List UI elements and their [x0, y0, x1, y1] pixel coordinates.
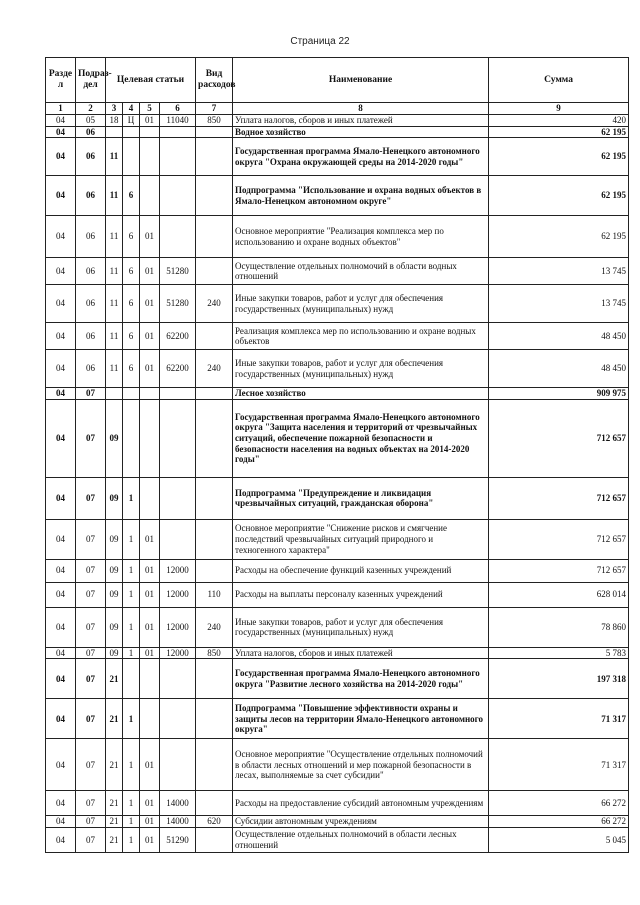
cell-sum: 13 745: [489, 258, 629, 285]
cell-podrazdel: 06: [76, 323, 106, 350]
cell-event: 01: [140, 216, 160, 258]
cell-podrazdel: 07: [76, 477, 106, 519]
cell-subprogram: [123, 126, 140, 138]
cell-direction: 12000: [160, 647, 196, 659]
cell-direction: 62200: [160, 350, 196, 388]
cell-direction: [160, 699, 196, 739]
cell-sum: 71 317: [489, 699, 629, 739]
cell-vid: [196, 176, 233, 216]
table-row: [46, 582, 629, 607]
table-row: [46, 477, 629, 519]
cell-name: Государственная программа Ямало-Ненецкого автономного округа "Развитие лесного хозяйства на 2014-2020 годы": [233, 659, 489, 699]
cell-event: 01: [140, 791, 160, 816]
cell-program: 09: [106, 582, 123, 607]
cell-sum: 909 975: [489, 388, 629, 400]
cell-razdel: 04: [46, 138, 76, 176]
cell-subprogram: 6: [123, 176, 140, 216]
cell-razdel: 04: [46, 216, 76, 258]
cell-direction: 12000: [160, 607, 196, 647]
cell-sum: 5 045: [489, 827, 629, 852]
cell-sum: 628 014: [489, 582, 629, 607]
header-target: Целевая статьи: [106, 58, 196, 103]
cell-name: Реализация комплекса мер по использованию и охране водных объектов: [233, 323, 489, 350]
cell-subprogram: 1: [123, 791, 140, 816]
cell-vid: 850: [196, 647, 233, 659]
table-row: [46, 115, 629, 127]
table-header-row: [46, 58, 629, 103]
cell-program: 09: [106, 559, 123, 582]
cell-podrazdel: 07: [76, 739, 106, 791]
col-number: 7: [196, 103, 233, 115]
header-name: Наименование: [233, 58, 489, 103]
cell-podrazdel: 06: [76, 350, 106, 388]
cell-event: 01: [140, 285, 160, 323]
cell-podrazdel: 06: [76, 285, 106, 323]
cell-sum: 62 195: [489, 176, 629, 216]
cell-program: 21: [106, 699, 123, 739]
table-row: [46, 827, 629, 852]
cell-sum: 13 745: [489, 285, 629, 323]
cell-event: 01: [140, 350, 160, 388]
cell-name: Основное мероприятие "Осуществление отдельных полномочий в области лесных отношений и мер пожарной безопасности в лесах, выполняемые за счет субсидии": [233, 739, 489, 791]
table-row: [46, 138, 629, 176]
cell-podrazdel: 07: [76, 791, 106, 816]
cell-vid: [196, 659, 233, 699]
table-row: [46, 285, 629, 323]
cell-podrazdel: 07: [76, 659, 106, 699]
cell-razdel: 04: [46, 582, 76, 607]
cell-program: 09: [106, 607, 123, 647]
cell-event: 01: [140, 816, 160, 828]
cell-subprogram: 6: [123, 258, 140, 285]
cell-direction: [160, 388, 196, 400]
cell-podrazdel: 06: [76, 138, 106, 176]
cell-event: 01: [140, 582, 160, 607]
cell-podrazdel: 07: [76, 816, 106, 828]
cell-razdel: 04: [46, 477, 76, 519]
cell-event: 01: [140, 607, 160, 647]
cell-sum: 66 272: [489, 791, 629, 816]
cell-direction: 51280: [160, 258, 196, 285]
cell-event: 01: [140, 827, 160, 852]
cell-podrazdel: 06: [76, 258, 106, 285]
cell-sum: 71 317: [489, 739, 629, 791]
cell-sum: 420: [489, 115, 629, 127]
page-number-label: Страница 22: [290, 36, 350, 47]
cell-razdel: 04: [46, 285, 76, 323]
cell-sum: 66 272: [489, 816, 629, 828]
cell-direction: [160, 216, 196, 258]
cell-vid: [196, 827, 233, 852]
cell-vid: [196, 126, 233, 138]
cell-name: Государственная программа Ямало-Ненецкого автономного округа "Охрана окружающей среды на 2014-2020 годы": [233, 138, 489, 176]
cell-vid: 850: [196, 115, 233, 127]
cell-direction: [160, 138, 196, 176]
header-podrazdel: Подраз-дел: [76, 58, 106, 103]
cell-vid: [196, 216, 233, 258]
cell-razdel: 04: [46, 647, 76, 659]
cell-razdel: 04: [46, 258, 76, 285]
cell-event: [140, 659, 160, 699]
cell-event: 01: [140, 258, 160, 285]
cell-razdel: 04: [46, 791, 76, 816]
cell-sum: 712 657: [489, 559, 629, 582]
cell-razdel: 04: [46, 388, 76, 400]
cell-event: 01: [140, 559, 160, 582]
cell-name: Иные закупки товаров, работ и услуг для обеспечения государственных (муниципальных) нужд: [233, 350, 489, 388]
cell-sum: 48 450: [489, 323, 629, 350]
cell-name: Осуществление отдельных полномочий в области лесных отношений: [233, 827, 489, 852]
cell-program: 11: [106, 216, 123, 258]
cell-event: [140, 126, 160, 138]
cell-event: [140, 699, 160, 739]
cell-razdel: 04: [46, 323, 76, 350]
cell-subprogram: 1: [123, 477, 140, 519]
cell-program: 21: [106, 791, 123, 816]
cell-program: 21: [106, 827, 123, 852]
cell-razdel: 04: [46, 659, 76, 699]
cell-vid: [196, 477, 233, 519]
cell-vid: [196, 791, 233, 816]
table-row: [46, 388, 629, 400]
table-row: [46, 350, 629, 388]
cell-direction: [160, 176, 196, 216]
table-row: [46, 258, 629, 285]
cell-event: 01: [140, 115, 160, 127]
cell-razdel: 04: [46, 739, 76, 791]
cell-name: Водное хозяйство: [233, 126, 489, 138]
cell-subprogram: [123, 388, 140, 400]
cell-direction: [160, 126, 196, 138]
cell-program: 09: [106, 519, 123, 559]
cell-vid: 110: [196, 582, 233, 607]
table-row: [46, 323, 629, 350]
cell-vid: 240: [196, 607, 233, 647]
cell-program: 09: [106, 647, 123, 659]
cell-direction: 62200: [160, 323, 196, 350]
table-row: [46, 647, 629, 659]
col-number: 3: [106, 103, 123, 115]
cell-vid: 620: [196, 816, 233, 828]
cell-direction: [160, 659, 196, 699]
table-row: [46, 559, 629, 582]
cell-name: Расходы на предоставление субсидий автономным учреждениям: [233, 791, 489, 816]
cell-razdel: 04: [46, 126, 76, 138]
cell-podrazdel: 07: [76, 519, 106, 559]
cell-podrazdel: 07: [76, 388, 106, 400]
cell-subprogram: 1: [123, 519, 140, 559]
cell-razdel: 04: [46, 350, 76, 388]
cell-direction: [160, 519, 196, 559]
cell-sum: 5 783: [489, 647, 629, 659]
cell-razdel: 04: [46, 699, 76, 739]
col-number: 4: [123, 103, 140, 115]
cell-name: Иные закупки товаров, работ и услуг для обеспечения государственных (муниципальных) нужд: [233, 285, 489, 323]
cell-sum: 62 195: [489, 138, 629, 176]
cell-name: Уплата налогов, сборов и иных платежей: [233, 115, 489, 127]
cell-podrazdel: 05: [76, 115, 106, 127]
table-row: [46, 816, 629, 828]
header-sum: Сумма: [489, 58, 629, 103]
cell-podrazdel: 07: [76, 827, 106, 852]
cell-razdel: 04: [46, 559, 76, 582]
cell-razdel: 04: [46, 115, 76, 127]
cell-vid: 240: [196, 350, 233, 388]
budget-table: [45, 57, 629, 853]
cell-direction: 12000: [160, 582, 196, 607]
cell-direction: 12000: [160, 559, 196, 582]
table-row: [46, 739, 629, 791]
table-row: [46, 791, 629, 816]
cell-subprogram: 1: [123, 607, 140, 647]
cell-name: Осуществление отдельных полномочий в области водных отношений: [233, 258, 489, 285]
cell-name: Подпрограмма "Повышение эффективности охраны и защиты лесов на территории Ямало-Ненецкого автономного округа": [233, 699, 489, 739]
cell-razdel: 04: [46, 399, 76, 477]
cell-name: Государственная программа Ямало-Ненецкого автономного округа "Защита населения и территорий от чрезвычайных ситуаций, обеспечение пожарной безопасности и безопасности населения на водных объектах на 2014-2020 годы": [233, 399, 489, 477]
cell-name: Подпрограмма "Использование и охрана водных объектов в Ямало-Ненецком автономном округе": [233, 176, 489, 216]
table-row: [46, 176, 629, 216]
cell-razdel: 04: [46, 816, 76, 828]
cell-direction: 14000: [160, 816, 196, 828]
cell-program: [106, 388, 123, 400]
cell-subprogram: 1: [123, 816, 140, 828]
cell-vid: 240: [196, 285, 233, 323]
cell-program: 09: [106, 399, 123, 477]
cell-vid: [196, 559, 233, 582]
cell-podrazdel: 07: [76, 399, 106, 477]
cell-subprogram: 1: [123, 739, 140, 791]
cell-program: 09: [106, 477, 123, 519]
cell-vid: [196, 138, 233, 176]
cell-direction: 11040: [160, 115, 196, 127]
cell-event: [140, 477, 160, 519]
cell-subprogram: 1: [123, 582, 140, 607]
cell-subprogram: 1: [123, 647, 140, 659]
cell-sum: 712 657: [489, 477, 629, 519]
column-number-row: [46, 103, 629, 115]
cell-event: 01: [140, 519, 160, 559]
cell-sum: 48 450: [489, 350, 629, 388]
cell-podrazdel: 07: [76, 559, 106, 582]
cell-direction: [160, 739, 196, 791]
cell-name: Лесное хозяйство: [233, 388, 489, 400]
col-number: 8: [233, 103, 489, 115]
cell-direction: 14000: [160, 791, 196, 816]
cell-program: 21: [106, 816, 123, 828]
cell-program: 21: [106, 739, 123, 791]
cell-subprogram: 6: [123, 216, 140, 258]
cell-vid: [196, 258, 233, 285]
table-row: [46, 519, 629, 559]
cell-name: Расходы на выплаты персоналу казенных учреждений: [233, 582, 489, 607]
col-number: 1: [46, 103, 76, 115]
cell-podrazdel: 07: [76, 607, 106, 647]
cell-vid: [196, 519, 233, 559]
table-body: [46, 115, 629, 853]
cell-program: 11: [106, 176, 123, 216]
cell-direction: 51290: [160, 827, 196, 852]
cell-subprogram: 6: [123, 285, 140, 323]
cell-program: [106, 126, 123, 138]
cell-podrazdel: 06: [76, 216, 106, 258]
cell-podrazdel: 07: [76, 647, 106, 659]
cell-subprogram: 6: [123, 323, 140, 350]
cell-program: 11: [106, 258, 123, 285]
cell-sum: 62 195: [489, 126, 629, 138]
cell-name: Подпрограмма "Предупреждение и ликвидация чрезвычайных ситуаций, гражданская оборона": [233, 477, 489, 519]
col-number: 5: [140, 103, 160, 115]
table-row: [46, 659, 629, 699]
cell-subprogram: [123, 138, 140, 176]
cell-event: [140, 388, 160, 400]
cell-vid: [196, 388, 233, 400]
cell-subprogram: Ц: [123, 115, 140, 127]
cell-subprogram: 1: [123, 827, 140, 852]
cell-vid: [196, 739, 233, 791]
header-vid: Вид расходов: [196, 58, 233, 103]
cell-direction: [160, 477, 196, 519]
cell-vid: [196, 399, 233, 477]
cell-subprogram: 1: [123, 699, 140, 739]
cell-name: Иные закупки товаров, работ и услуг для обеспечения государственных (муниципальных) нужд: [233, 607, 489, 647]
cell-name: Основное мероприятие "Снижение рисков и смягчение последствий чрезвычайных ситуаций природного и техногенного характера": [233, 519, 489, 559]
cell-sum: 62 195: [489, 216, 629, 258]
cell-sum: 78 860: [489, 607, 629, 647]
cell-program: 11: [106, 323, 123, 350]
cell-program: 18: [106, 115, 123, 127]
cell-name: Субсидии автономным учреждениям: [233, 816, 489, 828]
cell-podrazdel: 07: [76, 699, 106, 739]
cell-podrazdel: 06: [76, 126, 106, 138]
cell-event: [140, 176, 160, 216]
cell-sum: 712 657: [489, 399, 629, 477]
cell-name: Уплата налогов, сборов и иных платежей: [233, 647, 489, 659]
cell-subprogram: [123, 399, 140, 477]
cell-program: 21: [106, 659, 123, 699]
cell-event: 01: [140, 323, 160, 350]
cell-name: Основное мероприятие "Реализация комплекса мер по использованию и охране водных объектов": [233, 216, 489, 258]
cell-razdel: 04: [46, 519, 76, 559]
cell-razdel: 04: [46, 176, 76, 216]
cell-razdel: 04: [46, 827, 76, 852]
cell-podrazdel: 07: [76, 582, 106, 607]
cell-razdel: 04: [46, 607, 76, 647]
cell-vid: [196, 323, 233, 350]
cell-sum: 197 318: [489, 659, 629, 699]
cell-sum: 712 657: [489, 519, 629, 559]
cell-program: 11: [106, 138, 123, 176]
cell-name: Расходы на обеспечение функций казенных учреждений: [233, 559, 489, 582]
col-number: 2: [76, 103, 106, 115]
cell-subprogram: [123, 659, 140, 699]
table-row: [46, 216, 629, 258]
table-row: [46, 399, 629, 477]
cell-program: 11: [106, 285, 123, 323]
table-row: [46, 607, 629, 647]
cell-subprogram: 1: [123, 559, 140, 582]
cell-direction: 51280: [160, 285, 196, 323]
cell-podrazdel: 06: [76, 176, 106, 216]
table-row: [46, 126, 629, 138]
cell-event: 01: [140, 647, 160, 659]
cell-subprogram: 6: [123, 350, 140, 388]
col-number: 6: [160, 103, 196, 115]
table-row: [46, 699, 629, 739]
col-number: 9: [489, 103, 629, 115]
cell-vid: [196, 699, 233, 739]
cell-event: 01: [140, 739, 160, 791]
cell-event: [140, 399, 160, 477]
header-razdel: Разде л: [46, 58, 76, 103]
cell-event: [140, 138, 160, 176]
cell-program: 11: [106, 350, 123, 388]
cell-direction: [160, 399, 196, 477]
